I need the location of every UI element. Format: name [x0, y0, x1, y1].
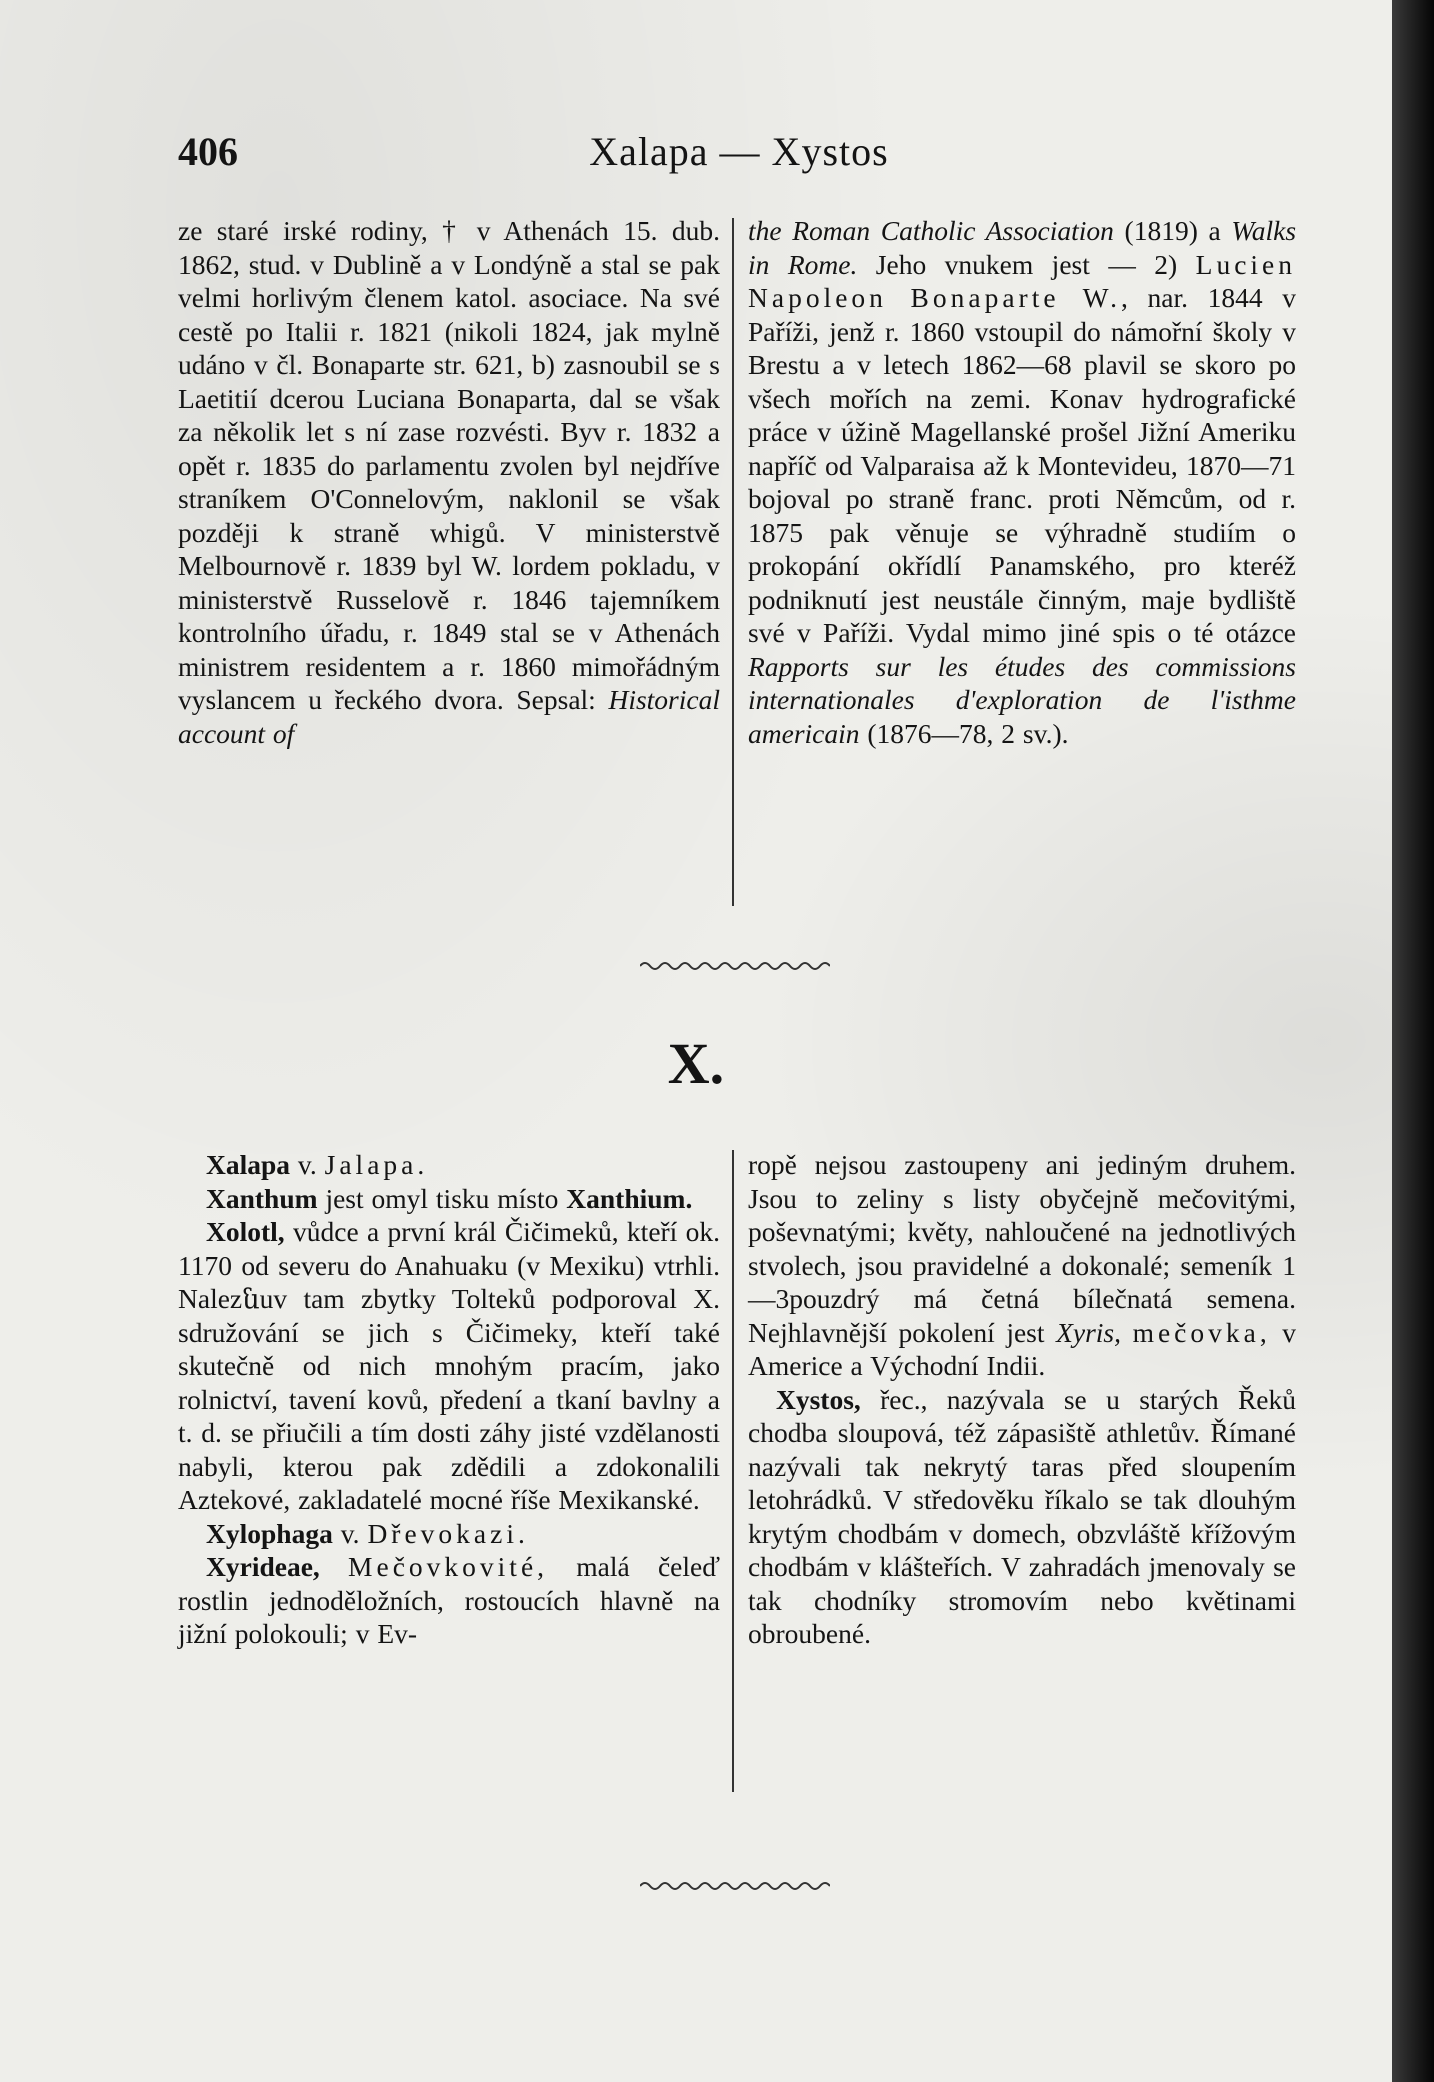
book-title: the Roman Catholic Association	[748, 215, 1114, 246]
page-number: 406	[178, 129, 238, 174]
book-title: Rapports sur les études des commissions internationales d'exploration de l'isthme americain	[748, 650, 1296, 749]
entry-text: malá čeleď rostlin jednoděložních, rostoucích hlavně na jižní polokouli; v Ev-	[178, 1551, 721, 1649]
entry-headword: Xylophaga	[206, 1517, 333, 1549]
entry-text: ropě nejsou zastoupeny ani jediným druhem. Jsou to zeliny s listy obyčejně mečovitými, poševnatými; květy, nahloučené na jednotlivých stvolech, jsou pravidelné a dokonalé; semeník 1—3pouzdrý má četná bílečnatá semena. Nejhlavnější pokolení jest	[748, 1149, 1296, 1348]
cross-reference: Xanthium.	[566, 1182, 693, 1214]
entry-headword: Xolotl,	[206, 1216, 285, 1247]
czech-name: mečovka,	[1132, 1316, 1271, 1348]
column-top-left	[178, 214, 720, 750]
wavy-ornament-top	[640, 960, 830, 972]
paragraph-text: ze staré irské rodiny, † v Athenách 15. dub. 1862, stud. v Dublině a v Londýně a stal se pak velmi horlivým členem katol. asociace. Na své cestě po Italii r. 1821 (nikoli 1824, jak mylně udáno v čl. Bonaparte str. 621, b) zasnoubil se s Laetitií dcerou Luciana Bonaparta, dal se však za několik let s ní zase rozvésti. Byv r. 1832 a opět r. 1835 do parlamentu zvolen byl nejdříve straníkem O'Connelovým, naklonil se však později k straně whigů. V ministerstvě Melbournově r. 1839 byl W. lordem pokladu, v ministerstvě Russelově r. 1846 tajemníkem kontrolního úřadu, r. 1849 stal se v Athenách ministrem residentem a r. 1860 mimořádným vyslancem u řeckého dvora. Sepsal:	[178, 215, 720, 715]
section-letter: X.	[667, 1031, 725, 1096]
column-bottom-left	[178, 1148, 720, 1651]
page-edge-shadow	[1392, 0, 1434, 2082]
entry-text: v.	[297, 1149, 317, 1180]
entry-xanthum	[178, 1182, 720, 1216]
page-header	[178, 128, 1300, 178]
entry-xyrideae	[178, 1550, 720, 1651]
entry-headword: Xanthum	[206, 1182, 318, 1214]
wavy-line-icon	[640, 1880, 830, 1892]
paragraph	[178, 214, 720, 750]
entry-xalapa	[178, 1148, 720, 1182]
entry-headword: Xystos,	[776, 1383, 861, 1415]
book-title: Historical account of	[178, 684, 720, 749]
entry-xolotl	[178, 1215, 720, 1517]
person-name: Lucien Napoleon Bonaparte W.	[748, 248, 1296, 313]
entry-text: v Americe a Východní Indii.	[748, 1316, 1297, 1381]
paragraph-text: , nar. 1844 v Paříži, jenž r. 1860 vstoupil do námořní školy v Brestu a v letech 1862—68 plavil se skoro po všech mořích na zemi. Konav hydrografické práce v úžině Magellanské prošel Jižní Ameriku napříč od Valparaisa až k Montevideu, 1870—71 bojoval po straně franc. proti Němcům, od r. 1875 pak věnuje se výhradně studiím o prokopání okřídlí Panamského, pro kteréž podniknutí jest neustále činným, maje bydliště své v Paříži. Vydal mimo jiné spis o té otázce	[748, 282, 1296, 648]
running-head: Xalapa — Xystos	[589, 129, 889, 174]
column-divider	[732, 1150, 734, 1792]
column-bottom-right	[748, 1148, 1296, 1651]
cross-reference: Dřevokazi.	[367, 1517, 529, 1549]
entry-xylophaga	[178, 1517, 720, 1551]
column-top-right	[748, 214, 1296, 750]
paragraph-text: (1876—78, 2 sv.).	[867, 717, 1069, 749]
cross-reference: Jalapa.	[324, 1149, 429, 1180]
entry-text: vůdce a první král Čičimeků, kteří ok. 1170 od severu do Anahuaku (v Mexiku) vtrhli. Nalezնuv tam zbytky Tolteků podporoval X. sdružování se jich s Čičimeky, kteří také skutečně od nich mnohým pracím, jako rolnictví, tavení kovů, předení a tkaní bavlny a t. d. se přiučili a tím dosti záhy jisté vzdělanosti nabyli, kterou pak zdědili a zdokonalili Aztekové, zakladatelé mocné říše Mexikanské.	[178, 1216, 720, 1515]
column-divider	[732, 218, 734, 906]
czech-name: Mečovkovité,	[348, 1551, 549, 1582]
entry-text: řec., nazývala se u starých Řeků chodba sloupová, též zápasiště athletův. Římané nazývali tak nekrytý taras před sloupením letohrádků. V středověku říkalo se tak dlouhým krytým chodbám v domech, obzvláště křížovým chodbám v klášteřích. V zahradách jmenovaly se tak chodníky stromovím nebo květinami obroubené.	[748, 1383, 1296, 1649]
entry-text: v.	[340, 1517, 360, 1549]
entry-text: jest omyl tisku místo	[325, 1182, 559, 1214]
year: (1819)	[1124, 215, 1198, 246]
paragraph	[748, 214, 1296, 750]
entry-headword: Xyrideae,	[206, 1551, 320, 1582]
conjunction: a	[1208, 215, 1221, 246]
book-title: Walks in Rome.	[748, 215, 1297, 280]
wavy-line-icon	[640, 960, 830, 972]
entry-continuation	[748, 1148, 1296, 1383]
entry-headword: Xalapa	[206, 1149, 291, 1180]
genus-name: Xyris,	[1056, 1316, 1122, 1348]
wavy-ornament-bottom	[640, 1880, 830, 1892]
paragraph-text: Jeho vnukem jest — 2)	[875, 248, 1178, 280]
entry-xystos	[748, 1383, 1296, 1651]
